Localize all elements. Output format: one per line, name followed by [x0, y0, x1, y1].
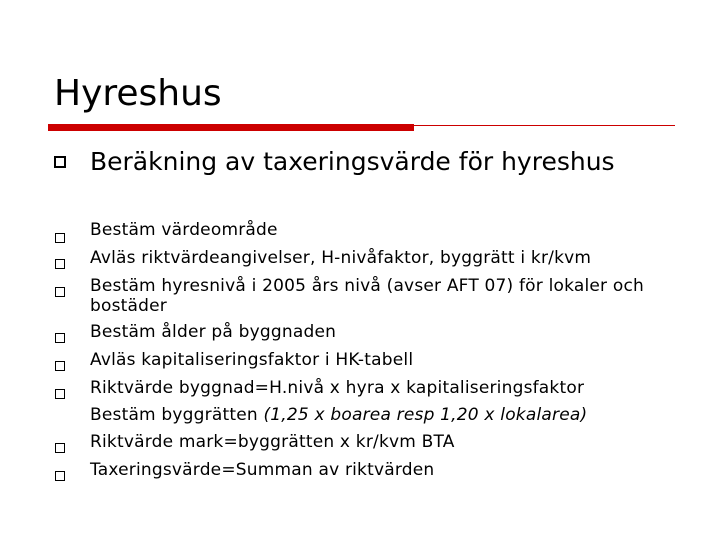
hollow-square-bullet-icon	[55, 233, 65, 243]
list-item	[90, 405, 587, 425]
hollow-square-bullet-icon	[55, 333, 65, 343]
list-item: Avläs riktvärdeangivelser, H-nivåfaktor, byggrätt i kr/kvm	[90, 248, 592, 268]
hollow-square-bullet-icon	[54, 156, 66, 168]
list-item: Riktvärde mark=byggrätten x kr/kvm BTA	[90, 432, 455, 452]
list-item: Avläs kapitaliseringsfaktor i HK-tabell	[90, 350, 414, 370]
list-item: Bestäm ålder på byggnaden	[90, 322, 337, 342]
list-item: Bestäm värdeområde	[90, 220, 278, 240]
list-item: Taxeringsvärde=Summan av riktvärden	[90, 460, 435, 480]
hollow-square-bullet-icon	[55, 443, 65, 453]
hollow-square-bullet-icon	[55, 287, 65, 297]
hollow-square-bullet-icon	[55, 361, 65, 371]
list-item-text: Bestäm byggrätten	[90, 405, 264, 425]
list-item: Bestäm hyresnivå i 2005 års nivå (avser AFT 07) för lokaler och bostäder	[90, 276, 644, 316]
slide-title: Hyreshus	[54, 73, 222, 114]
title-underline-accent	[48, 124, 414, 131]
hollow-square-bullet-icon	[55, 259, 65, 269]
slide-heading: Beräkning av taxeringsvärde för hyreshus	[90, 147, 615, 176]
list-item: Riktvärde byggnad=H.nivå x hyra x kapitaliseringsfaktor	[90, 378, 585, 398]
hollow-square-bullet-icon	[55, 389, 65, 399]
hollow-square-bullet-icon	[55, 471, 65, 481]
list-item-italic-note: (1,25 x boarea resp 1,20 x lokalarea)	[263, 405, 588, 425]
